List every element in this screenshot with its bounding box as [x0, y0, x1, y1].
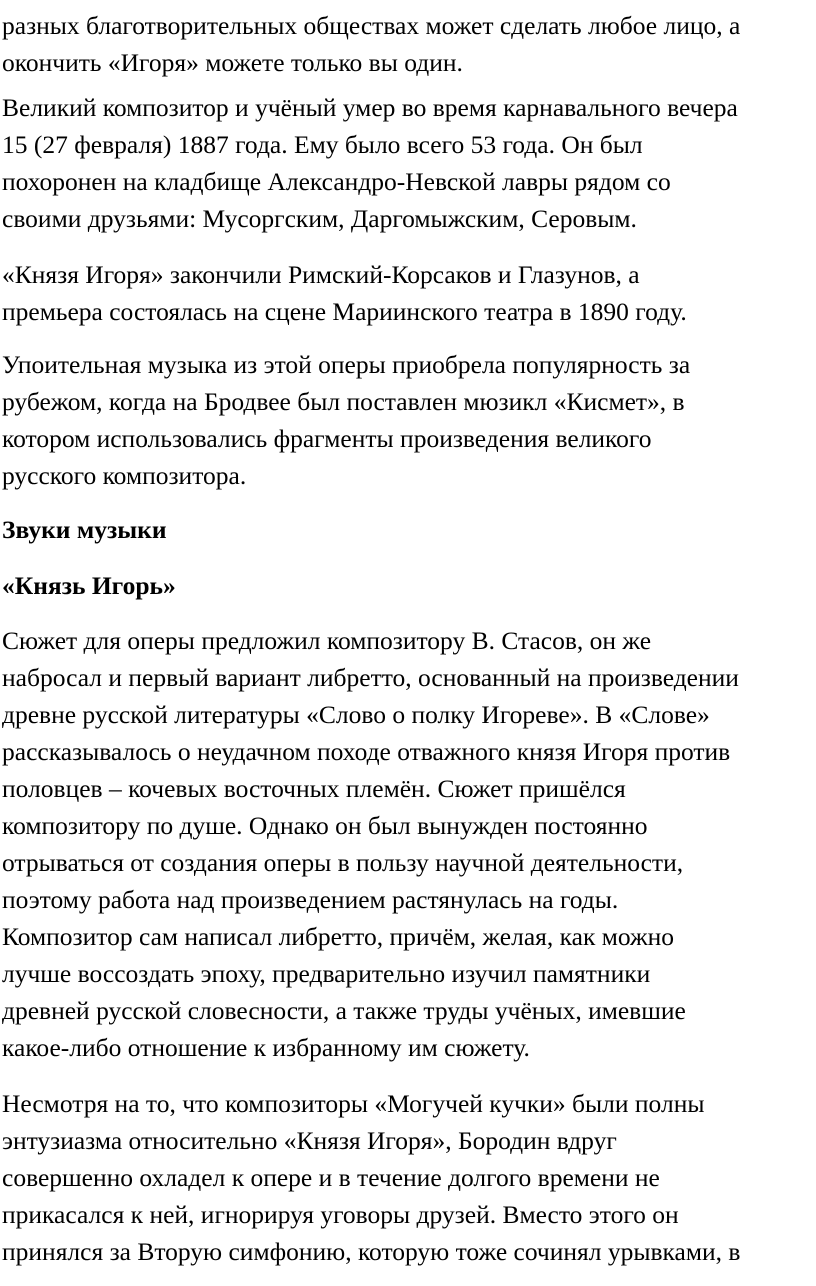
text-line: разных благотворительных обществах может сделать любое лицо, а [2, 11, 741, 40]
text-line: древней русской словесности, а также труды учёных, имевшие [2, 996, 686, 1025]
text-line: рассказывалось о неудачном походе отважного князя Игоря против [2, 737, 731, 766]
text-line: лучше воссоздать эпоху, предварительно изучил памятники [2, 959, 651, 988]
text-line: композитору по душе. Однако он был вынужден постоянно [2, 811, 648, 840]
text-line: «Князя Игоря» закончили Римский-Корсаков и Глазунов, а [2, 260, 640, 289]
text-line: прикасался к ней, игнорируя уговоры друзей. Вместо этого он [2, 1200, 679, 1229]
text-line: Упоительная музыка из этой оперы приобрела популярность за [2, 350, 691, 379]
text-line: котором использовались фрагменты произведения великого [2, 424, 652, 453]
text-line: принялся за Вторую симфонию, которую тоже сочинял урывками, в [2, 1237, 741, 1266]
paragraph-funeral-opera [2, 7, 814, 81]
paragraph-kismet [2, 346, 814, 494]
text-line: какое-либо отношение к избранному им сюжету. [2, 1033, 530, 1062]
text-line: Несмотря на то, что композиторы «Могучей кучки» были полны [2, 1089, 705, 1118]
text-line: русского композитора. [2, 461, 247, 490]
paragraph-death [2, 89, 814, 237]
text-line: совершенно охладел к опере и в течение долгого времени не [2, 1163, 660, 1192]
text-line: энтузиазма относительно «Князя Игоря», Бородин вдруг [2, 1126, 617, 1155]
text-line: поэтому работа над произведением растянулась на годы. [2, 885, 619, 914]
text-line: премьера состоялась на сцене Мариинского театра в 1890 году. [2, 297, 687, 326]
paragraph-plot [2, 622, 814, 1066]
text-line: древне русской литературы «Слово о полку Игореве». В «Слове» [2, 700, 710, 729]
text-line: половцев – кочевых восточных племён. Сюжет пришёлся [2, 774, 626, 803]
text-line: набросал и первый вариант либретто, основанный на произведении [2, 663, 739, 692]
text-line: отрываться от создания оперы в пользу научной деятельности, [2, 848, 684, 877]
heading-sounds-of-music [2, 511, 814, 548]
heading-line: «Князь Игорь» [2, 571, 176, 600]
paragraph-mighty-handful [2, 1085, 814, 1270]
text-line: окончить «Игоря» можете только вы один. [2, 48, 463, 77]
text-line: Композитор сам написал либретто, причём, желая, как можно [2, 922, 675, 951]
text-line: 15 (27 февраля) 1887 года. Ему было всего 53 года. Он был [2, 130, 643, 159]
text-line: Великий композитор и учёный умер во время карнавального вечера [2, 93, 738, 122]
text-line: рубежом, когда на Бродвее был поставлен мюзикл «Кисмет», в [2, 387, 685, 416]
text-line: своими друзьями: Мусоргским, Даргомыжским, Серовым. [2, 204, 637, 233]
heading-prince-igor [2, 567, 814, 604]
text-line: Сюжет для оперы предложил композитору В. Стасов, он же [2, 626, 652, 655]
paragraph-premiere [2, 256, 814, 330]
heading-line: Звуки музыки [2, 515, 167, 544]
text-line: похоронен на кладбище Александро-Невской лавры рядом со [2, 167, 671, 196]
